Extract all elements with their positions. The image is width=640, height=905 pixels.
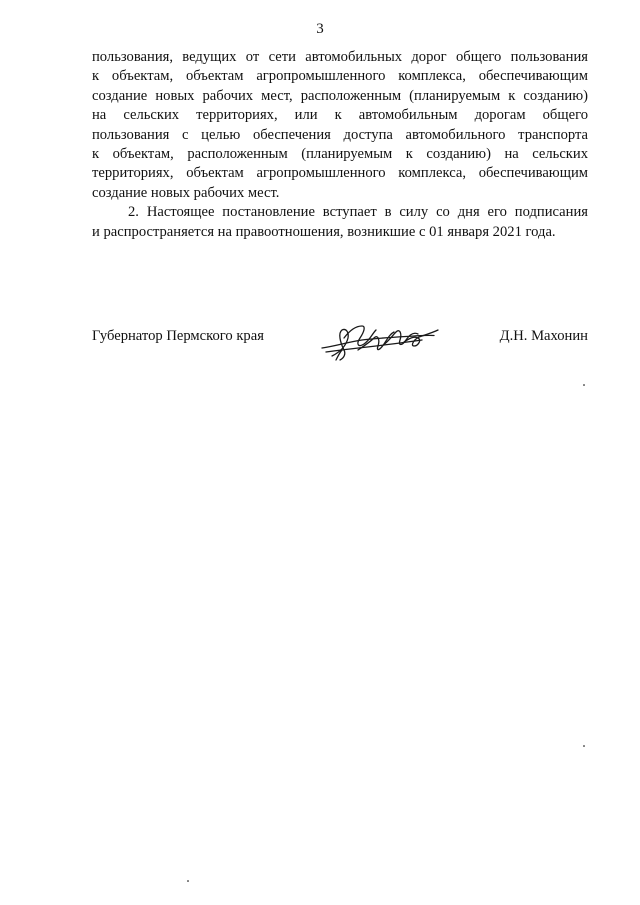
paragraph-line: пользования, ведущих от сети автомобильных дорог общего пользования <box>92 49 588 65</box>
scan-speck <box>583 384 585 386</box>
paragraph-line: к объектам, объектам агропромышленного комплекса, обеспечивающим <box>92 68 588 85</box>
paragraph-line: 2. Настоящее постановление вступает в силу со дня его подписания <box>128 204 588 221</box>
page-number: 3 <box>316 21 324 37</box>
paragraph-1 <box>92 48 588 203</box>
scan-speck <box>187 880 189 882</box>
paragraph-line: создание новых рабочих мест, расположенным (планируемым к созданию) <box>92 87 588 104</box>
signer-name: Д.Н. Махонин <box>499 328 588 344</box>
document-body <box>92 48 588 242</box>
paragraph-line: и распространяется на правоотношения, возникшие с 01 января 2021 года. <box>92 223 556 240</box>
paragraph-2 <box>92 203 588 242</box>
signer-title: Губернатор Пермского края <box>92 328 264 344</box>
signature-block <box>92 316 588 376</box>
paragraph-line: создание новых рабочих мест. <box>92 184 280 201</box>
paragraph-line: к объектам, расположенным (планируемым к созданию) на сельских <box>92 146 588 163</box>
paragraph-line: пользования с целью обеспечения доступа автомобильного транспорта <box>92 126 588 143</box>
handwritten-signature <box>318 316 442 366</box>
paragraph-line: территориях, объектам агропромышленного комплекса, обеспечивающим <box>92 165 588 182</box>
paragraph-line: на сельских территориях, или к автомобильным дорогам общего <box>92 107 588 124</box>
scan-speck <box>583 745 585 747</box>
